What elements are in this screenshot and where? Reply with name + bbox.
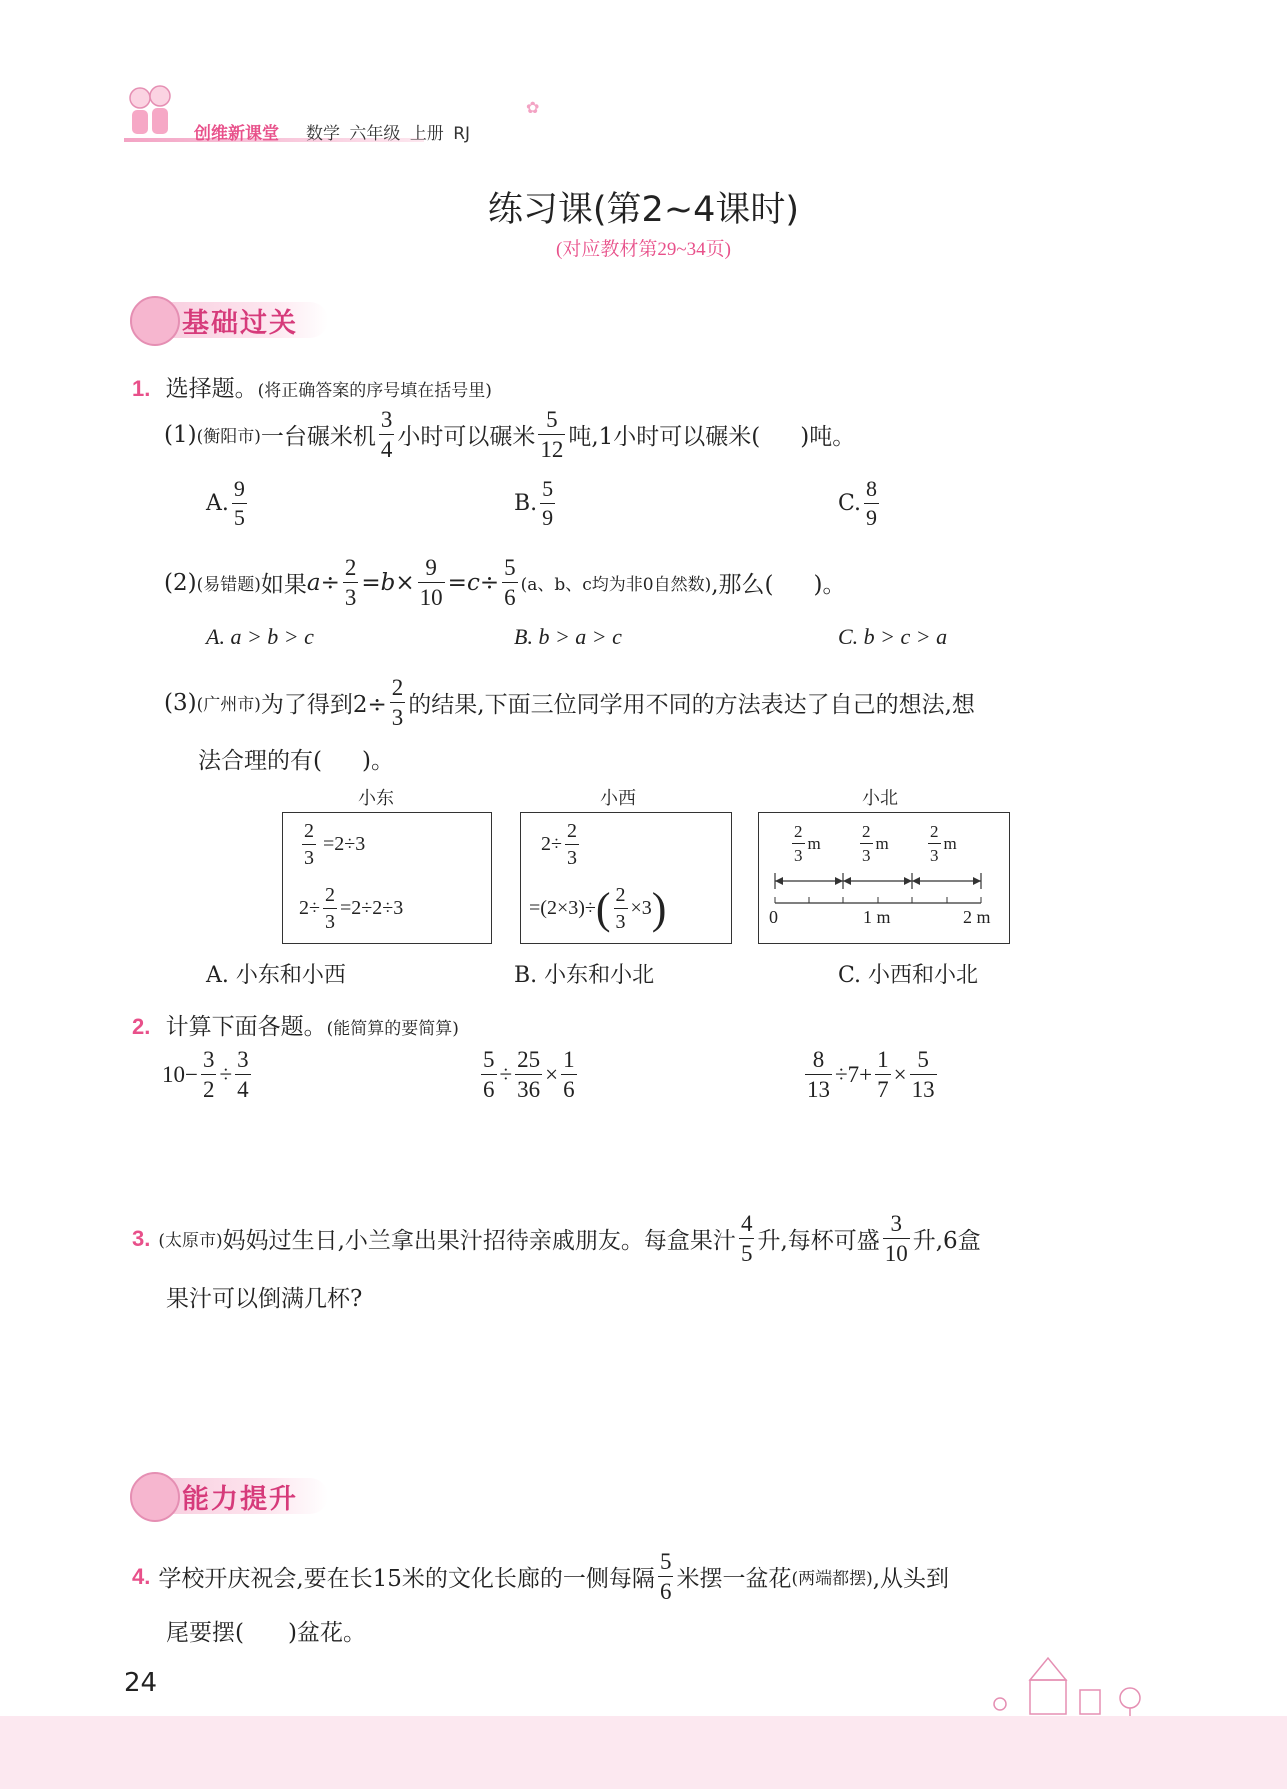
fraction: $\frac{5}{9}$ bbox=[542, 476, 554, 530]
fraction: $\frac{5}{12}$ bbox=[540, 407, 564, 462]
section-advanced-label: 能力提升 bbox=[130, 1478, 328, 1514]
var-b: b bbox=[380, 569, 396, 596]
text-segment: (两端都摆) bbox=[791, 1569, 873, 1589]
source-tag: (衡阳市) bbox=[196, 427, 261, 447]
equation-text: ×3 bbox=[630, 897, 652, 919]
option-a[interactable] bbox=[206, 478, 250, 529]
option-label: A. bbox=[206, 491, 229, 516]
instruction-text: (将正确答案的序号填在括号里) bbox=[257, 381, 492, 401]
fraction: $\frac{2}{3}$ bbox=[344, 555, 357, 610]
option-a[interactable]: A. 小东和小西 bbox=[206, 963, 346, 988]
text-segment: 小时可以碾米 bbox=[397, 424, 536, 450]
fraction: $\frac{8}{13}$ bbox=[807, 1047, 830, 1102]
text-segment: 尾要摆( bbox=[166, 1620, 244, 1646]
expression-3 bbox=[802, 1048, 940, 1101]
fraction: $\frac{2}{3}$ bbox=[391, 675, 404, 730]
page-title: 练习课(第2~4课时) bbox=[487, 190, 800, 230]
question-4 bbox=[132, 1550, 949, 1603]
equation-text: =(2×3)÷ bbox=[529, 897, 596, 919]
source-tag: (广州市) bbox=[196, 695, 261, 715]
text-segment: 米摆一盆花 bbox=[676, 1566, 792, 1592]
question-number: 1. bbox=[132, 376, 151, 401]
part-label: (2) bbox=[164, 569, 197, 596]
option-a[interactable]: A. a > b > c bbox=[206, 624, 314, 649]
operator: = bbox=[361, 569, 381, 596]
butterfly-icon: ✿ bbox=[526, 98, 540, 117]
option-c[interactable]: C. 小西和小北 bbox=[838, 963, 979, 988]
section-basic bbox=[130, 302, 328, 338]
part-label: (3) bbox=[164, 689, 197, 716]
stem-text: 选择题。 bbox=[165, 376, 258, 402]
text-segment: 如果 bbox=[260, 572, 307, 598]
text-segment: ,那么( bbox=[711, 572, 774, 598]
text-segment: )盆花。 bbox=[287, 1620, 366, 1646]
method-box-xiaoxi bbox=[520, 812, 732, 944]
option-b[interactable] bbox=[514, 478, 558, 529]
page-subtitle: (对应教材第29~34页) bbox=[556, 239, 731, 260]
fraction: $\frac{8}{9}$ bbox=[866, 476, 878, 530]
operator: = bbox=[447, 569, 467, 596]
operator: ÷ bbox=[219, 1061, 233, 1087]
student-xiaoxi: 小西 bbox=[600, 788, 636, 809]
segment-label: $\frac{2}{3}$ m bbox=[930, 822, 957, 865]
text-segment: )吨。 bbox=[800, 424, 856, 450]
tick-label: 0 bbox=[769, 907, 778, 927]
method-box-xiaobei bbox=[758, 812, 1010, 944]
expr-text: 10− bbox=[162, 1061, 198, 1087]
option-b[interactable]: B. b > a > c bbox=[514, 624, 622, 649]
question-1-3-cont bbox=[198, 742, 394, 775]
text-segment: 一台碾米机 bbox=[260, 424, 376, 450]
stem-text: 计算下面各题。 bbox=[165, 1014, 327, 1040]
option-label: C. bbox=[838, 491, 862, 516]
fraction: $\frac{1}{7}$ bbox=[877, 1047, 889, 1102]
fraction: $\frac{5}{6}$ bbox=[483, 1047, 495, 1102]
fraction: $\frac{5}{6}$ bbox=[504, 555, 516, 610]
var-c: c bbox=[466, 569, 480, 596]
equation-text: 2÷ bbox=[541, 833, 562, 855]
header-grade: 六年级 bbox=[349, 124, 401, 144]
fraction: $\frac{1}{6}$ bbox=[563, 1047, 575, 1102]
var-a: a bbox=[306, 569, 321, 596]
student-xiaodong: 小东 bbox=[358, 788, 394, 809]
fraction: $\frac{5}{6}$ bbox=[659, 1549, 672, 1604]
fraction: $\frac{2}{3}$ bbox=[566, 820, 577, 869]
fraction: $\frac{4}{5}$ bbox=[740, 1211, 753, 1266]
mascot-icon bbox=[130, 1472, 180, 1522]
segment-label: $\frac{2}{3}$ m bbox=[862, 822, 889, 865]
kids-mascot-icon bbox=[124, 84, 176, 142]
equation-text: 2÷ bbox=[299, 897, 320, 919]
operator: ÷ bbox=[499, 1061, 513, 1087]
equation-text: =2÷3 bbox=[323, 833, 366, 855]
text-segment: 法合理的有( bbox=[198, 748, 322, 774]
fraction: $\frac{5}{13}$ bbox=[911, 1047, 935, 1102]
option-c[interactable] bbox=[838, 478, 882, 529]
question-number: 2. bbox=[132, 1014, 151, 1039]
tick-label: 2 m bbox=[963, 907, 991, 927]
question-number: 4. bbox=[132, 1563, 151, 1589]
operator: ÷ bbox=[320, 569, 340, 596]
equation-text: =2÷2÷3 bbox=[339, 897, 404, 919]
fraction: $\frac{3}{4}$ bbox=[237, 1047, 249, 1102]
brand-name: 创维新课堂 bbox=[194, 124, 279, 144]
method-box-xiaodong bbox=[282, 812, 492, 944]
text-segment: ,从头到 bbox=[872, 1566, 950, 1592]
header-volume: 上册 bbox=[409, 124, 444, 144]
header-edition: RJ bbox=[453, 124, 471, 144]
text-segment: 升,6盒 bbox=[912, 1228, 981, 1254]
paren: ) bbox=[651, 883, 667, 933]
operator: × bbox=[395, 569, 415, 596]
question-number: 3. bbox=[132, 1225, 151, 1251]
page-number: 24 bbox=[124, 1668, 158, 1698]
operator: × bbox=[545, 1061, 559, 1087]
fraction: $\frac{3}{10}$ bbox=[884, 1211, 908, 1266]
castle-decoration-icon bbox=[980, 1650, 1170, 1716]
section-basic-label: 基础过关 bbox=[130, 302, 328, 338]
expression-1 bbox=[162, 1048, 254, 1101]
text-segment: 为了得到2÷ bbox=[260, 692, 387, 718]
question-1-stem bbox=[132, 370, 492, 403]
expr-text: ÷7+ bbox=[835, 1061, 873, 1087]
source-tag: (太原市) bbox=[158, 1231, 223, 1251]
question-1-2 bbox=[164, 556, 846, 609]
fraction: $\frac{2}{3}$ bbox=[304, 820, 314, 869]
mascot-icon bbox=[130, 296, 180, 346]
segment-label: $\frac{2}{3}$ m bbox=[794, 822, 821, 865]
question-2-stem bbox=[132, 1008, 459, 1041]
instruction-text: (能简算的要简算) bbox=[326, 1019, 459, 1039]
operator: ÷ bbox=[479, 569, 500, 596]
section-advanced bbox=[130, 1478, 328, 1514]
fraction: $\frac{2}{3}$ bbox=[324, 884, 335, 933]
question-1-3 bbox=[164, 676, 975, 729]
expression-2 bbox=[478, 1048, 580, 1101]
fraction: $\frac{2}{3}$ bbox=[615, 884, 626, 933]
question-3 bbox=[132, 1212, 981, 1265]
question-4-cont bbox=[166, 1614, 366, 1647]
question-3-cont: 果汁可以倒满几杯? bbox=[166, 1286, 363, 1312]
question-1-1 bbox=[164, 408, 855, 461]
option-b[interactable]: B. 小东和小北 bbox=[514, 963, 655, 988]
header-info bbox=[306, 119, 470, 144]
text-segment: 的结果,下面三位同学用不同的方法表达了自己的想法,想 bbox=[408, 692, 975, 718]
text-segment: 妈妈过生日,小兰拿出果汁招待亲戚朋友。每盒果汁 bbox=[222, 1228, 736, 1254]
text-segment: 升,每杯可盛 bbox=[757, 1228, 880, 1254]
fraction: $\frac{9}{10}$ bbox=[419, 555, 443, 610]
text-segment: 学校开庆祝会,要在长15米的文化长廊的一侧每隔 bbox=[158, 1566, 655, 1592]
fraction: $\frac{3}{2}$ bbox=[202, 1047, 215, 1102]
source-tag: (易错题) bbox=[196, 575, 261, 595]
condition-text: (a、b、c均为非0自然数) bbox=[520, 575, 712, 595]
paren: ( bbox=[595, 883, 611, 933]
text-segment: )。 bbox=[813, 572, 846, 598]
student-xiaobei: 小北 bbox=[862, 788, 898, 809]
footer-band bbox=[0, 1716, 1287, 1789]
part-label: (1) bbox=[164, 421, 197, 448]
fraction: $\frac{25}{36}$ bbox=[517, 1047, 541, 1102]
fraction: $\frac{3}{4}$ bbox=[380, 407, 393, 462]
header-subject: 数学 bbox=[306, 124, 340, 144]
option-c[interactable]: C. b > c > a bbox=[838, 624, 948, 649]
option-label: B. bbox=[514, 491, 538, 516]
text-segment: )。 bbox=[361, 748, 394, 774]
tick-label: 1 m bbox=[863, 907, 891, 927]
text-segment: 吨,1小时可以碾米( bbox=[568, 424, 761, 450]
operator: × bbox=[893, 1061, 907, 1087]
fraction: $\frac{9}{5}$ bbox=[233, 476, 245, 530]
header-logo bbox=[124, 84, 176, 142]
